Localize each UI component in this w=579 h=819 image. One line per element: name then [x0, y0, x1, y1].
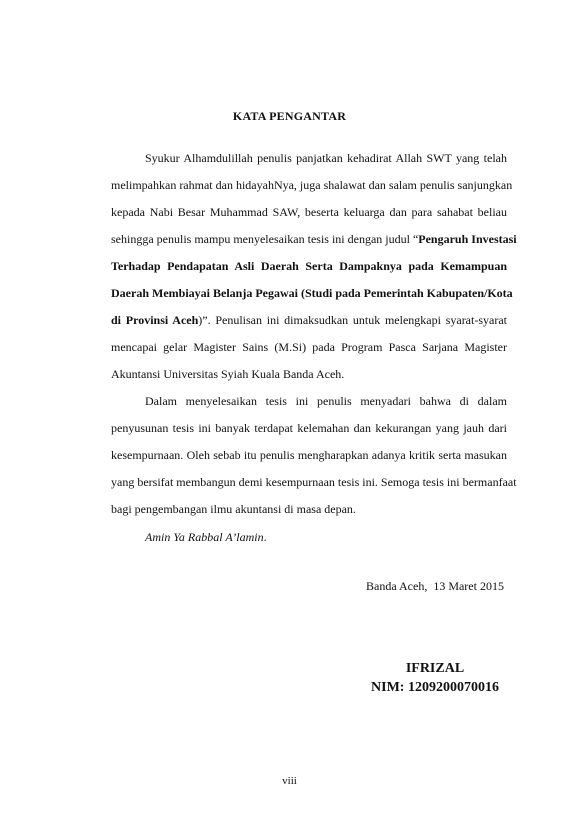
paragraph-2-line-2: penyusunan tesis ini banyak terdapat kelemahan dan kekurangan yang jauh dari [111, 421, 507, 435]
author-nim: NIM: 1209200070016 [371, 680, 499, 695]
paragraph-1-line-4 [111, 232, 517, 246]
page-number: viii [282, 775, 297, 787]
paragraph-1-line-9: Akuntansi Universitas Syiah Kuala Banda Aceh. [111, 367, 345, 381]
paragraph-2-line-1: Dalam menyelesaikan tesis ini penulis menyadari bahwa di dalam [145, 394, 507, 408]
paragraph-2-line-5: bagi pengembangan ilmu akuntansi di masa depan. [111, 502, 356, 516]
closing-prayer-period: . [263, 530, 267, 544]
paragraph-1-line-2: melimpahkan rahmat dan hidayahNya, juga shalawat dan salam penulis sanjungkan [111, 178, 513, 192]
thesis-title-end: di Provinsi Aceh [111, 313, 199, 327]
place-date: Banda Aceh, 13 Maret 2015 [366, 579, 504, 593]
paragraph-2-line-4: yang bersifat membangun demi kesempurnaan tesis ini. Semoga tesis ini bermanfaat [111, 475, 517, 489]
author-name: IFRIZAL [405, 661, 465, 676]
paragraph-1-line-7 [111, 313, 507, 327]
paragraph-1-line-7-text: )”. Penulisan ini dimaksudkan untuk melengkapi syarat-syarat [198, 313, 507, 327]
paragraph-1-line-4-text: sehingga penulis mampu menyelesaikan tesis ini dengan judul “ [111, 232, 419, 246]
thesis-title-start: Pengaruh Investasi [418, 232, 517, 246]
closing-prayer [145, 530, 267, 545]
paragraph-1-line-1: Syukur Alhamdulillah penulis panjatkan kehadirat Allah SWT yang telah [145, 151, 507, 165]
page-title: KATA PENGANTAR [232, 109, 347, 123]
thesis-title-line-2: Terhadap Pendapatan Asli Daerah Serta Dampaknya pada Kemampuan [111, 259, 507, 273]
paragraph-2-line-3: kesempurnaan. Oleh sebab itu penulis mengharapkan adanya kritik serta masukan [111, 448, 507, 462]
closing-prayer-text: Amin Ya Rabbal A’lamin [145, 530, 264, 544]
paragraph-1-line-8: mencapai gelar Magister Sains (M.Si) pada Program Pasca Sarjana Magister [111, 340, 507, 354]
thesis-title-line-3: Daerah Membiayai Belanja Pegawai (Studi pada Pemerintah Kabupaten/Kota [111, 286, 513, 300]
paragraph-1-line-3: kepada Nabi Besar Muhammad SAW, beserta keluarga dan para sahabat beliau [111, 205, 507, 219]
